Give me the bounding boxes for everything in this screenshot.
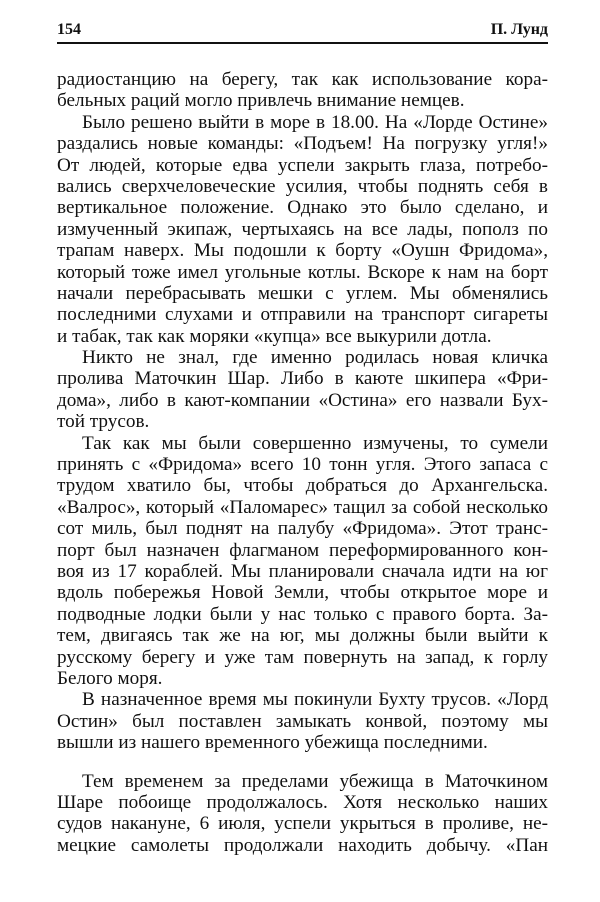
section-break [57,754,548,771]
text-line: раздались новые команды: «Подъем! На погрузку угля!» [57,133,548,155]
text-line: принять с «Фридома» всего 10 тонн угля. Этого запаса с [57,454,548,476]
text-line: воя из 17 кораблей. Мы планировали сначала идти на юг [57,560,548,582]
text-line: подводные лодки были у нас только с правого борта. За- [57,603,548,625]
text-line: Никто не знал, где именно родилась новая кличка [82,347,548,369]
running-header-author: П. Лунд [490,21,548,38]
text-line: вертикальное положение. Однако это было сделано, и [57,197,548,219]
text-line: Остин» был поставлен замыкать конвой, поэтому мы [57,710,548,732]
text-line: той трусов. [57,411,150,433]
text-line: Белого моря. [57,667,163,689]
paragraph [57,433,548,690]
text-line: последними слухами и отправили на транспорт сигареты [57,304,548,326]
text-line: судов накануне, 6 июля, успели укрыться в проливе, не- [57,813,548,835]
page-number: 154 [57,21,81,38]
text-line: и табак, так как моряки «купца» все выкурили дотла. [57,325,492,347]
text-line: измученный экипаж, чертыхаясь на все лады, пополз по [57,218,548,240]
text-line: От людей, которые едва успели закрыть глаза, потребо- [57,154,548,176]
text-line: мецкие самолеты продолжали находить добычу. «Пан [57,834,548,856]
paragraph [57,347,548,433]
text-line: В назначенное время мы покинули Бухту трусов. «Лорд [82,689,548,711]
text-line: вдоль побережья Новой Земли, чтобы открытое море и [57,582,548,604]
text-line: Так как мы были совершенно измучены, то сумели [82,432,548,454]
header-rule [57,42,548,44]
paragraph [57,771,548,857]
paragraph [57,689,548,753]
text-line: вышли из нашего временного убежища последними. [57,732,488,754]
page-body [57,69,548,856]
text-line: Тем временем за пределами убежища в Маточкином [82,770,548,792]
text-line: трапам наверх. Мы подошли к борту «Оушн Фридома», [57,240,548,262]
paragraph [57,112,548,347]
text-line: бельных раций могло привлечь внимание немцев. [57,90,465,112]
text-line: порт был назначен флагманом переформированного кон- [57,539,548,561]
text-line: русскому берегу и уже там повернуть на запад, к горлу [57,646,548,668]
paragraph [57,69,548,112]
text-line: дома», либо в кают-компании «Остина» его назвали Бух- [57,389,548,411]
text-line: пролива Маточкин Шар. Либо в каюте шкипера «Фри- [57,368,548,390]
text-line: Шаре побоище продолжалось. Хотя несколько наших [57,791,548,813]
text-line: сот миль, был поднят на палубу «Фридома». Этот транс- [57,518,548,540]
text-line: «Валрос», который «Паломарес» тащил за собой несколько [57,496,548,518]
text-line: трудом хватило бы, чтобы добраться до Архангельска. [57,475,548,497]
text-line: радиостанцию на берегу, так как использование кора- [57,69,548,90]
text-line: который тоже имел угольные котлы. Вскоре к нам на борт [57,261,548,283]
text-line: тем, двигаясь так же на юг, мы должны были выйти к [57,625,548,647]
text-line: Было решено выйти в море в 18.00. На «Лорде Остине» [82,111,548,133]
text-line: начали перебрасывать мешки с углем. Мы обменялись [57,282,548,304]
text-line: вались сверхчеловеческие усилия, чтобы поднять себя в [57,175,548,197]
